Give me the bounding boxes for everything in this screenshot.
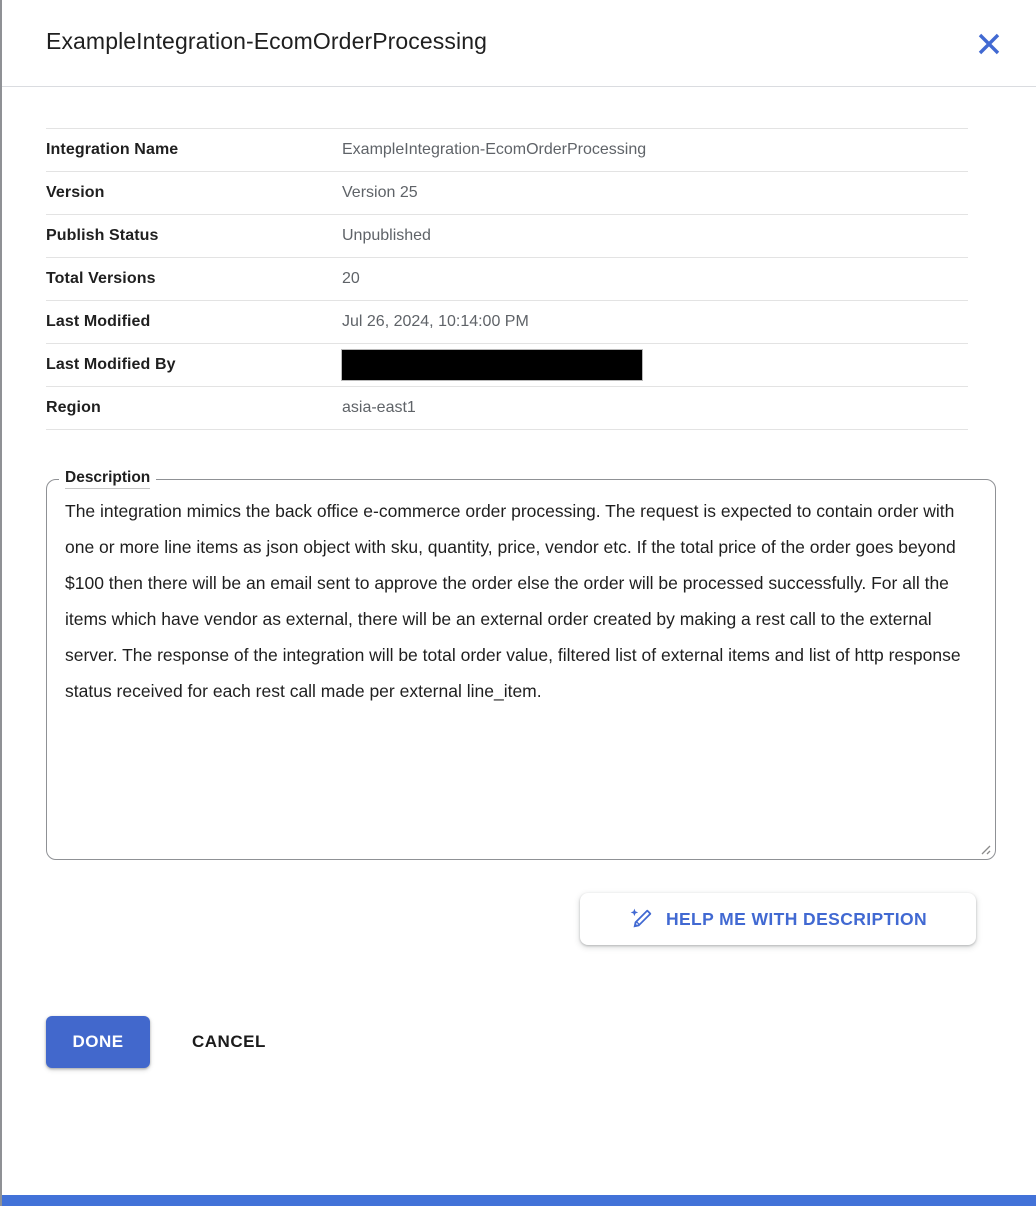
row-value: ExampleIntegration-EcomOrderProcessing	[342, 141, 647, 158]
row-label: Region	[46, 399, 101, 416]
cancel-button[interactable]: CANCEL	[178, 1016, 280, 1068]
help-me-with-description-button[interactable]	[580, 893, 976, 945]
resize-handle-icon[interactable]	[977, 841, 991, 855]
row-label: Total Versions	[46, 270, 156, 287]
table-row	[46, 301, 968, 344]
description-field	[46, 469, 996, 860]
help-button-label: HELP ME WITH DESCRIPTION	[665, 908, 928, 929]
row-label: Version	[46, 184, 105, 201]
row-value: Unpublished	[342, 227, 431, 244]
done-button[interactable]: DONE	[46, 1016, 150, 1068]
table-row	[46, 215, 968, 258]
description-label: Description	[59, 469, 156, 487]
table-row	[46, 258, 968, 301]
table-row	[46, 129, 968, 172]
table-row	[46, 387, 968, 430]
row-value: 20	[342, 270, 360, 287]
redacted-value	[342, 350, 642, 380]
row-value: Jul 26, 2024, 10:14:00 PM	[342, 313, 529, 330]
row-value: Version 25	[342, 184, 418, 201]
page-title: ExampleIntegration-EcomOrderProcessing	[46, 28, 487, 54]
row-label: Publish Status	[46, 227, 159, 244]
row-value	[342, 350, 642, 380]
dialog-header	[2, 0, 1036, 87]
row-label: Last Modified By	[46, 356, 176, 373]
close-button[interactable]	[967, 22, 1011, 66]
table-row	[46, 344, 968, 387]
close-icon	[975, 30, 1003, 58]
row-label: Integration Name	[46, 141, 179, 158]
pen-spark-icon	[629, 907, 654, 932]
row-value: asia-east1	[342, 399, 416, 416]
description-input[interactable]	[47, 480, 995, 859]
row-label: Last Modified	[46, 313, 151, 330]
table-row	[46, 172, 968, 215]
page-behind-accent-bar	[2, 1195, 1036, 1206]
integration-details-table	[46, 128, 968, 430]
